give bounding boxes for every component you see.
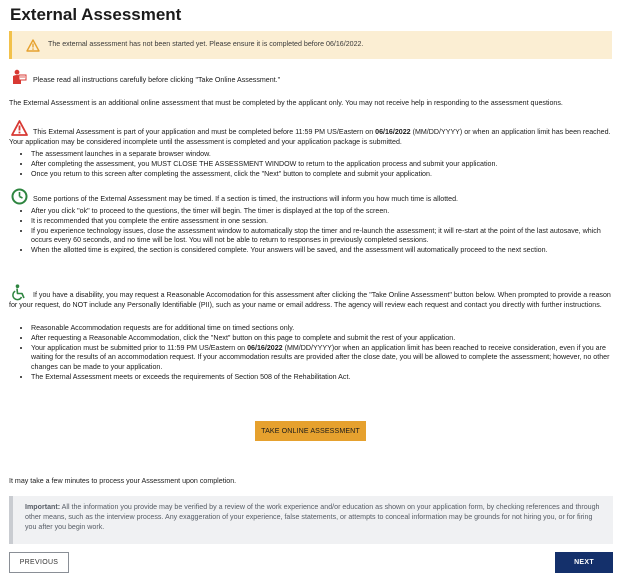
read-instructions-text: Please read all instructions carefully before clicking "Take Online Assessment." (33, 76, 281, 84)
clock-icon (11, 188, 28, 205)
list-item: • If you experience technology issues, close the assessment window to automatically stop the timer and re-launch the assessment; it will re-start at the point of the last autosave, which occurs every 60 seconds, and no time will be lost. You will not be able to return to responses in previously completed sessions. (31, 227, 613, 247)
list-item: • Reasonable Accommodation requests are for additional time on timed sections only. (31, 324, 613, 334)
list-item: • After completing the assessment, you MUST CLOSE THE ASSESSMENT WINDOW to return to the application process and submit your application. (31, 160, 613, 170)
status-banner (9, 31, 612, 59)
page-title: External Assessment (10, 5, 182, 24)
deadline-bullets (9, 150, 613, 179)
list-item: • When the allotted time is expired, the section is considered complete. Your answers will be saved, and the assessment will automatically proceed to the next section. (31, 246, 613, 256)
next-button[interactable]: NEXT (555, 552, 613, 573)
warning-triangle-icon (26, 39, 40, 52)
list-item: • The assessment launches in a separate browser window. (31, 150, 613, 160)
important-notice (9, 496, 613, 544)
list-item: • The External Assessment meets or exceeds the requirements of Section 508 of the Rehabilitation Act. (31, 373, 613, 383)
accessibility-bullets (9, 324, 613, 383)
important-label: Important: (25, 503, 61, 511)
important-text: All the information you provide may be verified by a review of the work experience and/or education as shown on your application form, by checking references and through other means, such as the interview process. Any exaggeration of your experience, false statements, or attempts to conceal information may be grounds for not hiring you, or for firing you after you begin work. (25, 503, 600, 531)
previous-button[interactable]: PREVIOUS (9, 552, 69, 573)
take-online-assessment-button[interactable]: TAKE ONLINE ASSESSMENT (255, 421, 366, 441)
reading-person-icon (11, 69, 27, 86)
accessibility-text: If you have a disability, you may request a Reasonable Accomodation for this assessment after clicking the "Take Online Assessment" button below. When prompted to provide a reason for your request, do NOT include any Personally Identifiable (PII), such as your name or email address. The agency will review each request and contact you directly with further instructions. (9, 291, 611, 309)
list-item: • Once you return to this screen after completing the assessment, click the "Next" button to complete and submit your application. (31, 170, 613, 180)
intro-text: The External Assessment is an additional online assessment that must be completed by the applicant only. You may not receive help in responding to the assessment questions. (9, 99, 563, 107)
list-item: • Your application must be submitted prior to 11:59 PM US/Eastern on 06/16/2022 (MM/DD/YYYY)or when an application limit has been reached to receive consideration, even if you are waiting for the results of an accommodation request. If your accommodation results are provided after the close date, you will be allowed to complete the assessment; however, no other changes can be made to your application. (31, 344, 613, 373)
deadline-date: 06/16/2022 (375, 128, 411, 136)
banner-text: The external assessment has not been started yet. Please ensure it is completed before 06/16/2022. (48, 40, 364, 49)
list-item: • It is recommended that you complete the entire assessment in one session. (31, 217, 613, 227)
processing-note: It may take a few minutes to process your Assessment upon completion. (9, 477, 237, 485)
list-item: • After requesting a Reasonable Accommodation, click the "Next" button on this page to complete and submit the rest of your application. (31, 334, 613, 344)
list-item: • After you click "ok" to proceed to the questions, the timer will begin. The timer is displayed at the top of the screen. (31, 207, 613, 217)
deadline-text: This External Assessment is part of your application and must be completed before 11:59 PM US/Eastern on 06/16/2022 (MM/DD/YYYY) or when an application limit has been reached. Your application may be considered incomplete until the assessment is completed and your application package is submitted. (9, 128, 611, 146)
timer-text: Some portions of the External Assessment may be timed. If a section is timed, the instructions will inform you how much time is allotted. (33, 195, 459, 203)
timer-bullets (9, 207, 613, 256)
